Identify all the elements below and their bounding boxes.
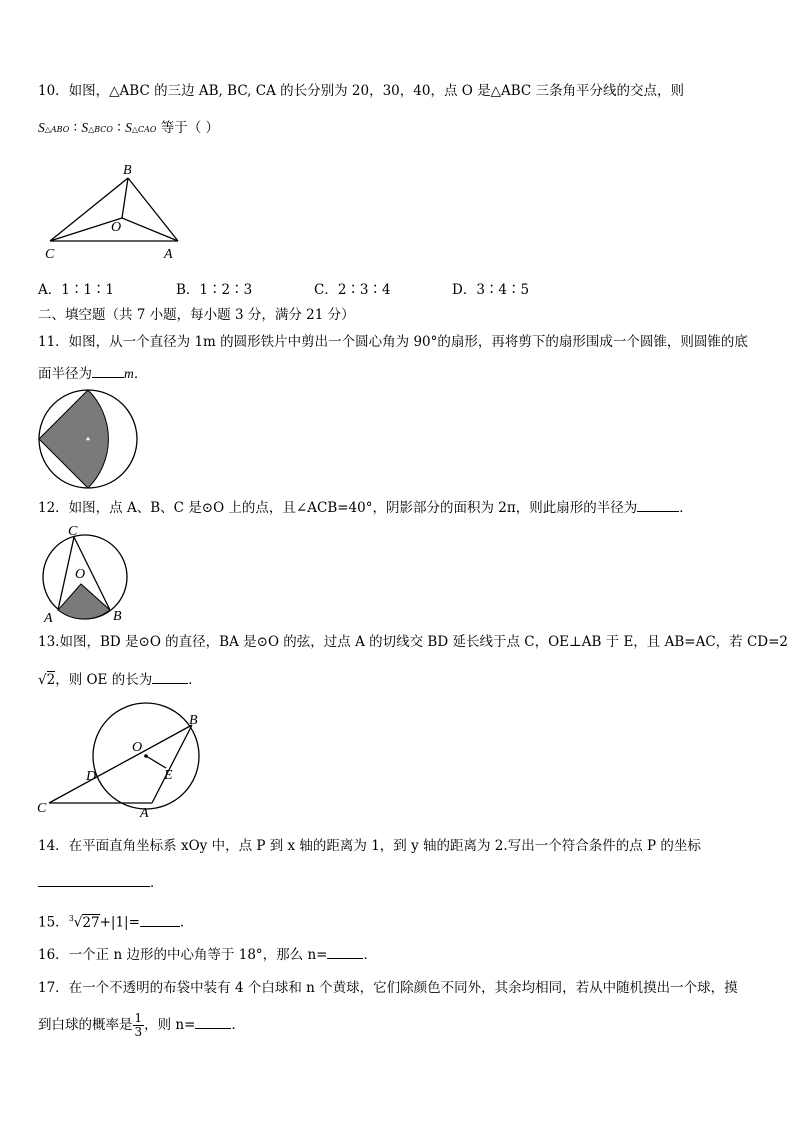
segment-ob — [122, 178, 128, 218]
q12-suffix: ． — [679, 500, 693, 516]
q13-label-o: O — [132, 740, 143, 755]
q13-label-d: D — [86, 769, 97, 784]
q13-center-dot — [144, 754, 148, 758]
sqrt-radicand: 2 — [46, 672, 56, 688]
q15-root-index: 3 — [68, 914, 74, 923]
q17-answer-blank — [195, 1016, 231, 1029]
q17-stem-line1: 17．在一个不透明的布袋中装有 4 个白球和 n 个黄球，它们除颜色不同外，其余均相同，若从中随机摸出一个球，摸 — [38, 980, 738, 996]
ratio-sub2: △BCO — [88, 125, 113, 134]
q11-answer-blank — [92, 365, 124, 378]
label-a: A — [164, 247, 173, 262]
q12-shaded-sector — [58, 584, 110, 619]
q13-text: ，则 OE 的长为 — [55, 672, 153, 688]
q13-segment-cb — [49, 725, 192, 803]
q13-stem-line2 — [38, 671, 202, 689]
q17-middle: ，则 n= — [144, 1017, 196, 1033]
q16-stem — [38, 946, 377, 964]
q16-answer-blank — [327, 946, 363, 959]
q16-prefix: 16．一个正 n 边形的中心角等于 18°，那么 n= — [38, 947, 328, 963]
q15-answer-blank — [140, 914, 180, 927]
label-b: B — [123, 163, 132, 178]
segment-ab — [128, 178, 178, 241]
q15-prefix: 15． — [38, 914, 69, 931]
q11-figure — [37, 388, 141, 492]
q15-middle: +|1|= — [99, 914, 140, 931]
q11-prefix: 面半径为 — [38, 366, 92, 382]
q13-label-a: A — [140, 806, 149, 821]
q11-stem-line1: 11．如图，从一个直径为 1m 的圆形铁片中剪出一个圆心角为 90°的扇形，再将剪下的扇形围成一个圆锥，则圆锥的底 — [38, 334, 748, 350]
q14-answer-blank — [38, 874, 150, 887]
q14-stem-line2 — [38, 874, 164, 892]
q12-figure — [40, 522, 132, 624]
q13-label-e: E — [164, 768, 173, 783]
ratio-sub3: △CAO — [131, 125, 157, 134]
label-c: C — [45, 247, 55, 262]
q11-stem-line2 — [38, 365, 147, 383]
q10-option-c: C．2∶3∶4 — [314, 282, 391, 298]
q12-label-o: O — [75, 567, 86, 582]
q15-radicand: 27 — [82, 914, 100, 931]
sqrt-sign: √ — [38, 672, 47, 688]
q13-label-b: B — [189, 713, 198, 728]
q12-answer-blank — [637, 499, 679, 512]
ratio-s1: S — [38, 120, 45, 135]
q17-frac-den: 3 — [134, 1025, 143, 1039]
q17-suffix: ． — [231, 1017, 245, 1033]
q10-stem-line1: 10．如图，△ABC 的三边 AB, BC, CA 的长分别为 20，30，40，点 O 是△ABC 三条角平分线的交点，则 — [38, 83, 685, 99]
q10-stem-line2 — [38, 119, 219, 139]
q12-label-b: B — [113, 609, 122, 624]
q13-segment-oe — [146, 756, 166, 768]
q17-frac-num: 1 — [134, 1011, 143, 1025]
q14-stem-line1: 14．在平面直角坐标系 xOy 中，点 P 到 x 轴的距离为 1，到 y 轴的距离为 2.写出一个符合条件的点 P 的坐标 — [38, 838, 701, 854]
q11-sector — [39, 390, 108, 488]
q12-prefix: 12．如图，点 A、B、C 是⊙O 上的点，且∠ACB=40°，阴影部分的面积为 2π，则此扇形的半径为 — [38, 500, 638, 516]
ratio-s3: S — [125, 120, 132, 135]
q10-option-b: B．1∶2∶3 — [176, 282, 253, 298]
q12-stem-line1 — [38, 499, 693, 517]
q13-figure — [34, 708, 214, 820]
section-heading: 二、填空题（共 7 小题，每小题 3 分，满分 21 分） — [38, 307, 355, 323]
ratio-s2: S — [81, 120, 89, 135]
q10-stem-suffix: 等于（ ） — [160, 120, 220, 136]
q11-suffix: m． — [124, 366, 148, 381]
q12-label-a: A — [44, 611, 53, 626]
q17-stem-line2 — [38, 1012, 245, 1039]
q10-option-a: A．1∶1∶1 — [38, 282, 115, 298]
label-o: O — [111, 220, 122, 235]
q10-figure — [40, 158, 190, 263]
q15-root-sign: √ — [73, 914, 83, 931]
ratio-colon1: ∶ — [73, 120, 78, 136]
q13-suffix: ． — [188, 672, 202, 688]
ratio-colon2: ∶ — [117, 120, 121, 136]
q15-suffix: ． — [179, 914, 194, 931]
q16-suffix: ． — [363, 947, 377, 963]
ratio-sub1: △ABO — [44, 125, 70, 134]
q17-prefix: 到白球的概率是 — [38, 1017, 133, 1033]
q13-stem-line1: 13.如图，BD 是⊙O 的直径，BA 是⊙O 的弦，过点 A 的切线交 BD 延长线于点 C，OE⊥AB 于 E，且 AB=AC，若 CD=2 — [38, 634, 789, 650]
q10-option-d: D．3∶4∶5 — [452, 282, 530, 298]
q14-suffix: ． — [150, 875, 164, 891]
q13-label-c: C — [37, 801, 47, 816]
q13-answer-blank — [152, 671, 188, 684]
q12-label-c: C — [68, 524, 78, 539]
q15-stem — [38, 910, 193, 932]
q17-fraction — [133, 1012, 145, 1039]
q11-center-dot — [87, 438, 90, 441]
